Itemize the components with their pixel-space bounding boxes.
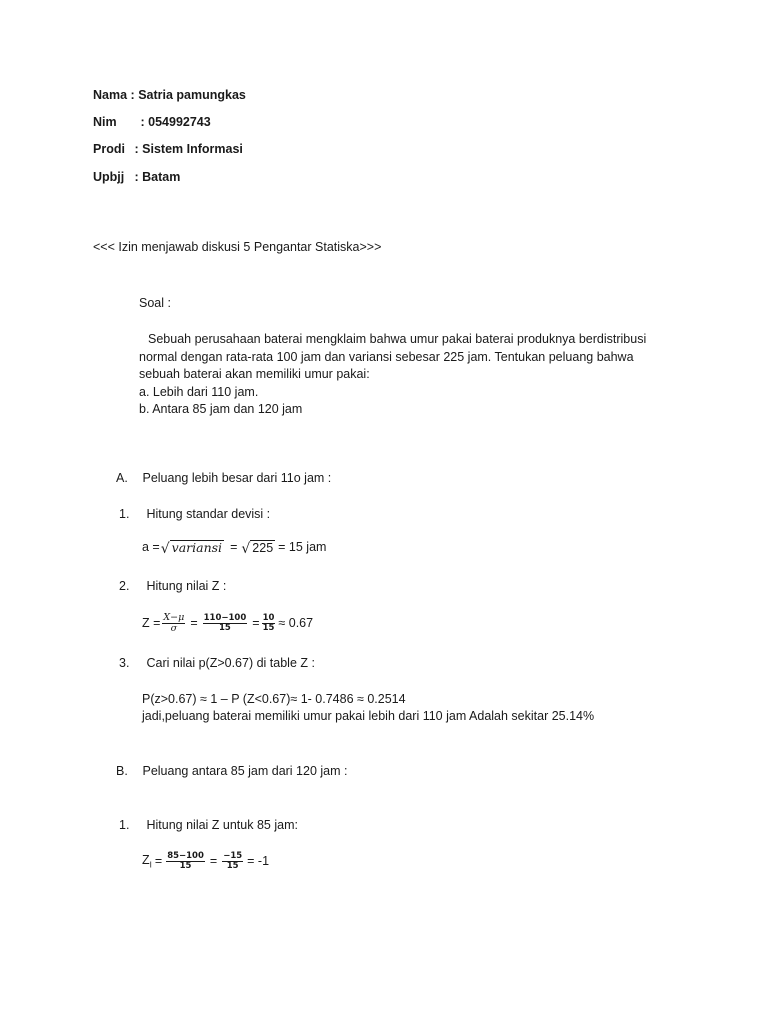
eq-z-eq-b: = [252,616,260,631]
frac-num: 110−100 [203,613,247,624]
equation-std-dev [142,540,326,556]
section-b-title: Peluang antara 85 jam dari 120 jam : [142,764,348,778]
frac-num: −15 [223,851,243,861]
soal-line-1: Sebuah perusahaan baterai mengklaim bahwa umur pakai baterai produknya berdistribusi [148,332,647,346]
conclusion-a: jadi,peluang baterai memiliki umur pakai lebih dari 110 jam Adalah sekitar 25.14% [142,709,595,723]
eq-zb-lhs [142,853,152,871]
eq-zb-subscript: I [149,860,152,870]
step-a2-title: Hitung nilai Z : [146,579,227,593]
upbjj-sep: : [134,170,139,184]
step-b1-title: Hitung nilai Z untuk 85 jam: [146,818,298,832]
nim-label: Nim [93,115,117,129]
eq-z-lhs: Z = [142,616,161,631]
radicand-225: 225 [252,541,274,556]
variansi-term: variansi [171,540,223,556]
section-a-title: Peluang lebih besar dari 11o jam : [142,471,332,485]
step-a1 [119,507,270,523]
prodi-label: Prodi [93,142,125,156]
eq-std-lhs: a = [142,540,160,554]
prodi-sep: : [134,142,139,156]
upbjj-label: Upbjj [93,170,125,184]
intro-line: <<< Izin menjawab diskusi 5 Pengantar Statiska>>> [93,240,382,254]
radical-sign: √ [160,540,170,557]
fraction-substituted [203,614,248,634]
field-nama [93,88,246,104]
field-upbjj [93,170,180,186]
step-b1-number: 1. [119,818,130,832]
frac-num: 10 [262,613,275,624]
eq-zb-eq-a: = [209,854,218,869]
frac-den: 15 [262,623,275,634]
step-a1-title: Hitung standar devisi : [146,507,271,521]
result-a: P(z>0.67) ≈ 1 – P (Z<0.67)≈ 1- 0.7486 ≈ 0.2514 [142,692,406,706]
soal-line-2: normal dengan rata-rata 100 jam dan variansi sebesar 225 jam. Tentukan peluang bahwa [139,349,634,364]
frac-den: 15 [219,623,231,634]
frac-num: 85−100 [167,851,204,861]
frac-num: X−μ [163,612,185,623]
frac-den: 15 [226,861,239,872]
fraction-simplified [262,614,276,634]
eq-z-rhs: ≈ 0.67 [278,616,314,631]
step-a3-title: Cari nilai p(Z>0.67) di table Z : [146,656,315,670]
soal-line-5: b. Antara 85 jam dan 120 jam [139,402,303,416]
section-b-marker: B. [116,764,128,778]
fraction-formula [162,613,185,635]
soal-line-3: sebuah baterai akan memiliki umur pakai: [139,367,370,381]
sqrt-225 [241,540,275,555]
frac-den: 15 [179,861,192,872]
step-a2 [119,579,226,595]
nama-sep: : [130,88,135,102]
soal-line-4: a. Lebih dari 110 jam. [139,384,259,399]
step-a3 [119,656,315,672]
fraction-substituted-b [166,852,205,872]
equation-z-b [142,852,269,872]
soal-body [139,331,646,419]
section-a-heading [116,471,331,487]
eq-zb-rhs: = -1 [247,854,270,869]
step-b1 [119,818,298,834]
upbjj-value: Batam [142,170,181,184]
sqrt-variansi [161,540,224,555]
nim-sep: : [140,115,145,129]
nama-value: Satria pamungkas [138,88,246,102]
equation-z-a [142,613,313,635]
eq-z-eq-a: = [190,616,198,631]
step-a3-number: 3. [119,656,130,670]
frac-den: σ [170,623,178,635]
field-prodi [93,142,243,158]
field-nim [93,115,211,131]
eq-std-mid: = [230,540,238,554]
nama-label: Nama [93,88,128,102]
step-a1-number: 1. [119,507,130,521]
eq-std-rhs: = 15 jam [278,540,327,554]
eq-zb-eq: = [154,854,163,869]
section-a-marker: A. [116,471,128,485]
prodi-value: Sistem Informasi [142,142,243,156]
nim-value: 054992743 [148,115,211,129]
fraction-simplified-b [222,852,243,872]
step-a2-number: 2. [119,579,130,593]
eq-zb-z: Z [142,853,150,868]
radical-sign: √ [241,540,251,557]
section-b-heading [116,764,347,780]
soal-label: Soal : [139,296,171,310]
